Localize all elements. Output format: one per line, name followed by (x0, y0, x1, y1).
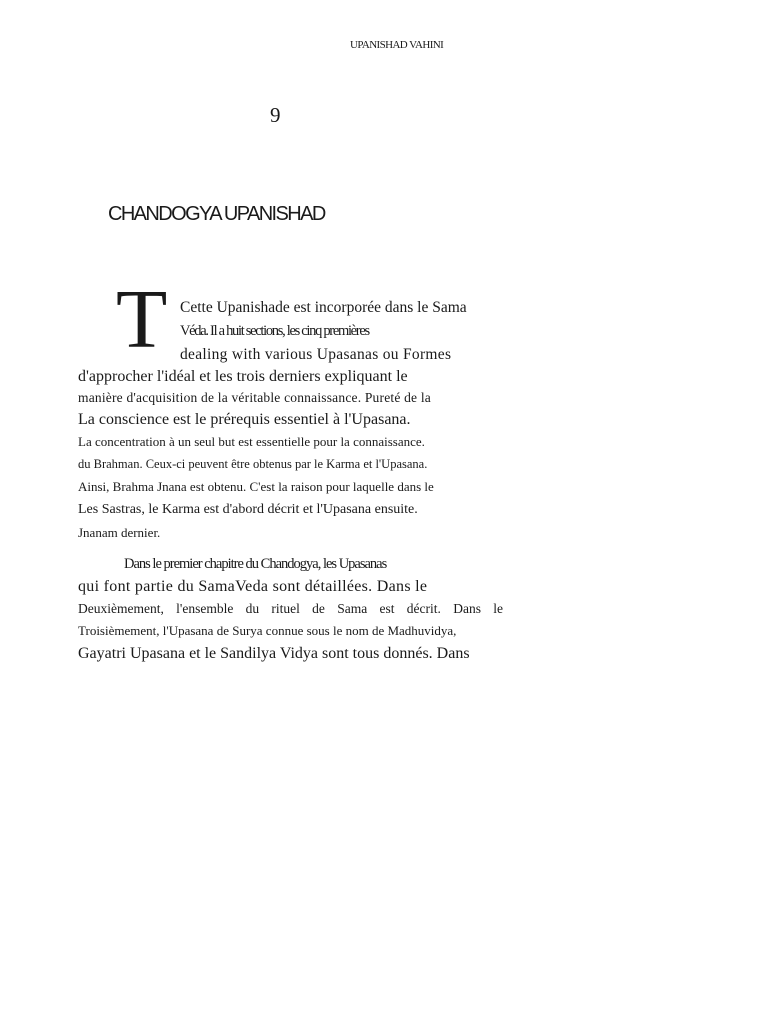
text-line: La conscience est le prérequis essentiel à l'Upasana. (78, 411, 411, 428)
text-line: qui font partie du SamaVeda sont détaillées. Dans le (78, 578, 428, 595)
text-line: La concentration à un seul but est essentielle pour la connaissance. (78, 434, 425, 449)
text-line: Cette Upanishade est incorporée dans le Sama (180, 299, 467, 316)
text-line: Gayatri Upasana et le Sandilya Vidya sont tous donnés. Dans (78, 645, 470, 662)
running-header: UPANISHAD VAHINI (350, 39, 444, 51)
text-line: d'approcher l'idéal et les trois derniers expliquant le (78, 368, 408, 385)
text-line: Troisièmement, l'Upasana de Surya connue sous le nom de Madhuvidya, (78, 623, 457, 638)
chapter-title: CHANDOGYA UPANISHAD (108, 203, 325, 225)
text-line: Ainsi, Brahma Jnana est obtenu. C'est la raison pour laquelle dans le (78, 479, 434, 494)
text-line: Dans le premier chapitre du Chandogya, les Upasanas (124, 556, 387, 572)
text-line: Deuxièmement, l'ensemble du rituel de Sama est décrit. Dans le (78, 601, 503, 616)
text-line: manière d'acquisition de la véritable connaissance. Pureté de la (78, 390, 431, 405)
drop-cap: T (116, 273, 168, 366)
text-line: Les Sastras, le Karma est d'abord décrit et l'Upasana ensuite. (78, 502, 418, 517)
text-line: Jnanam dernier. (78, 525, 161, 540)
text-line: du Brahman. Ceux-ci peuvent être obtenus par le Karma et l'Upasana. (78, 457, 428, 471)
text-line: dealing with various Upasanas ou Formes (180, 346, 452, 363)
chapter-number: 9 (270, 103, 281, 127)
text-line: Véda. Il a huit sections, les cinq premières (180, 323, 369, 339)
